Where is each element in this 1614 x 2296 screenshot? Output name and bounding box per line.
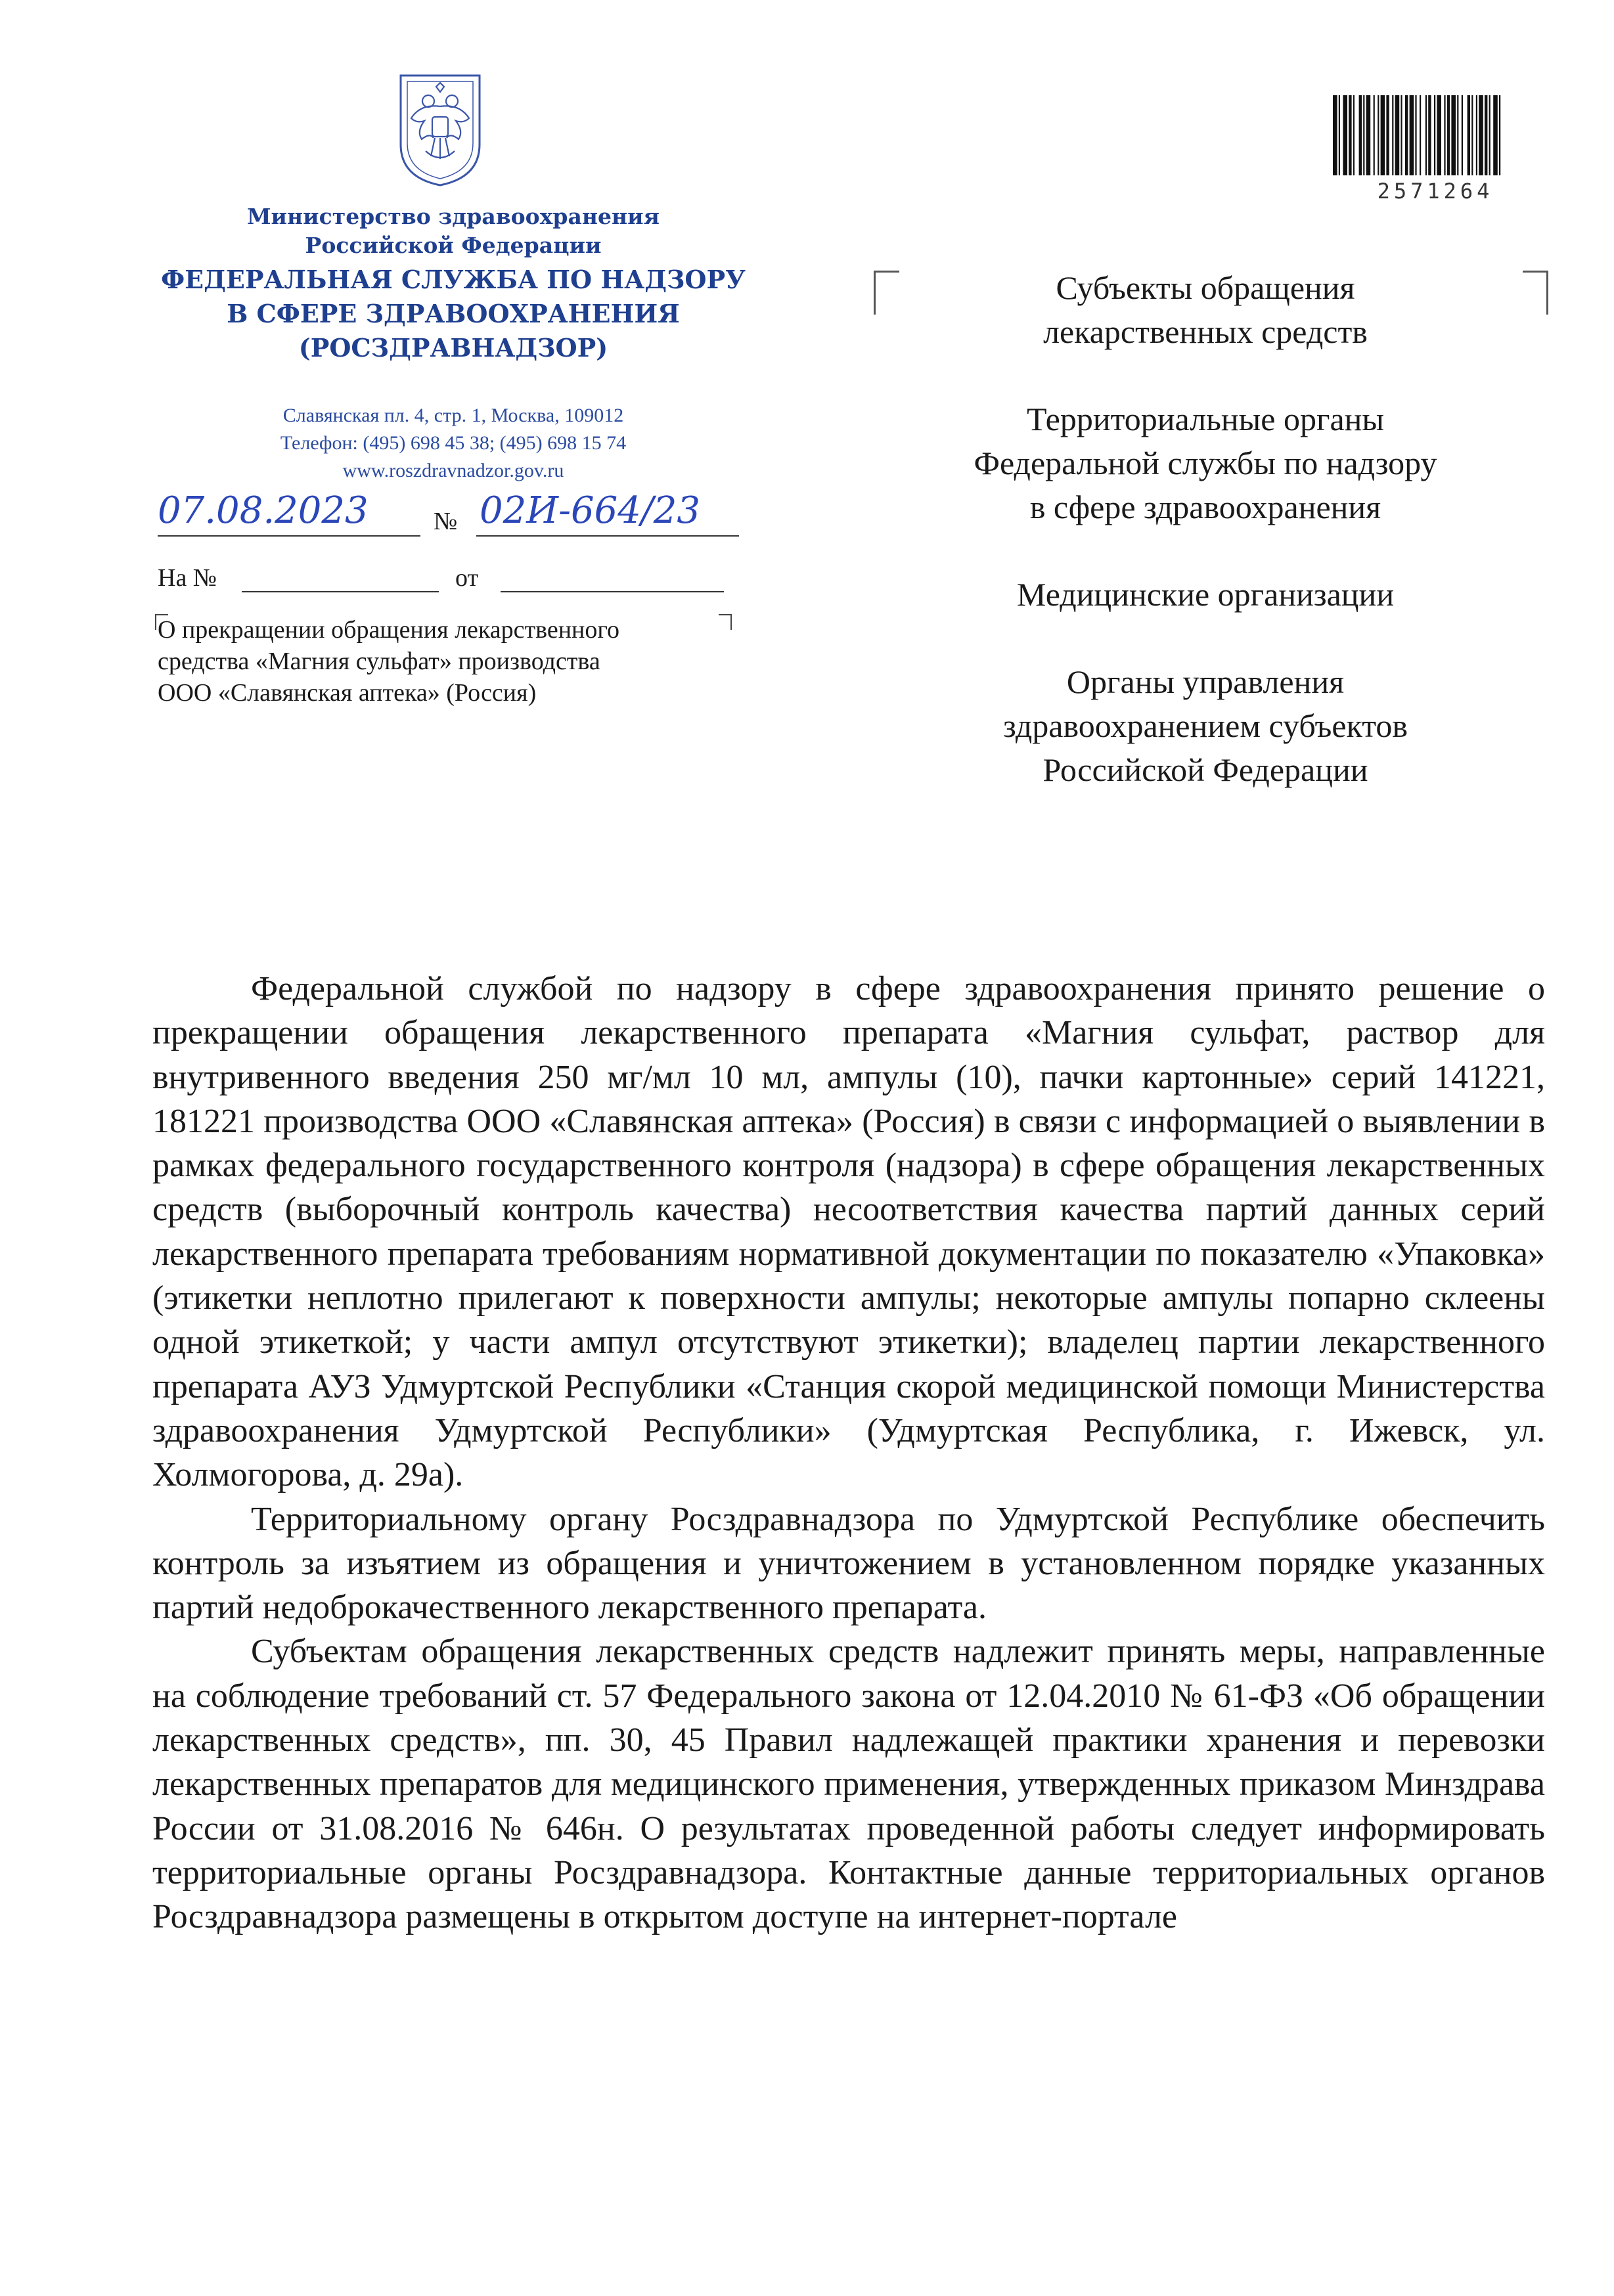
body-paragraph-1: Федеральной службой по надзору в сфере здравоохранения принято решение о прекращении обращения лекарственного препарата «Магния сульфат, раствор для внутривенного введения 250 мг/мл 10 мл, ампулы (10), пачки картонные» серий 141221, 181221 производства ООО «Славянская аптека» (Россия) в связи с информацией о выявлении в рамках федерального государственного контроля (надзора) в сфере обращения лекарственных средств (выборочный контроль качества) несоответствия качества партий данных серий лекарственного препарата требованиям нормативной документации по показателю «Упаковка» (этикетки неплотно прилегают к поверхности ампулы; некоторые ампулы попарно склеены одной этикеткой; у части ампул отсутствуют этикетки); владелец партии лекарственного препарата АУЗ Удмуртской Республики «Станция скорой медицинской помощи Министерства здравоохранения Удмуртской Республики» (Удмуртская Республика, г. Ижевск, ул. Холмогорова, д. 29а). <box>152 970 1545 1494</box>
barcode-image <box>1330 95 1540 175</box>
barcode-bar <box>1349 95 1351 175</box>
ministry-line-1: Министерство здравоохранения <box>247 204 660 229</box>
barcode-bar <box>1493 95 1498 175</box>
address-text: Славянская пл. 4, стр. 1, Москва, 109012 <box>282 405 624 426</box>
barcode-bar <box>1425 95 1427 175</box>
barcode-bar <box>1457 95 1458 175</box>
addressee-line: в сфере здравоохранения <box>1029 489 1381 525</box>
subject-line-3: ООО «Славянская аптека» (Россия) <box>158 679 537 707</box>
addressee-line: Российской Федерации <box>1042 751 1368 788</box>
reference-date-label: от <box>455 564 479 592</box>
barcode-bar <box>1471 95 1473 175</box>
barcode-bar <box>1386 95 1389 175</box>
body-paragraph-2: Территориальному органу Росздравнадзора по Удмуртской Республике обеспечить контроль за изъятием из обращения и уничтожением в установленном порядке указанных партий недоброкачественного лекарственного препарата. <box>152 1500 1545 1627</box>
addressee-line: Органы управления <box>1066 663 1345 700</box>
agency-line-1: ФЕДЕРАЛЬНАЯ СЛУЖБА ПО НАДЗОРУ <box>161 265 746 294</box>
barcode-number: 2571264 <box>1377 179 1494 204</box>
addressee-line: Медицинские организации <box>1016 576 1395 613</box>
date-underline <box>158 535 420 537</box>
barcode-bar <box>1462 95 1463 175</box>
subject-corner-left <box>155 614 168 630</box>
agency-line-2: В СФЕРЕ ЗДРАВООХРАНЕНИЯ <box>227 299 680 328</box>
addressee-group <box>874 266 1537 354</box>
subject-corner-right <box>719 614 732 630</box>
barcode-bar <box>1434 95 1435 175</box>
coat-of-arms-emblem <box>394 72 486 187</box>
barcode-bar <box>1378 95 1379 175</box>
ministry-name <box>158 202 749 260</box>
addressee-group <box>874 573 1537 617</box>
barcode-bar <box>1363 95 1364 175</box>
letter-subject <box>158 614 736 709</box>
barcode-bar <box>1451 95 1456 175</box>
reference-date-blank <box>501 591 724 592</box>
barcode-bar <box>1405 95 1408 175</box>
barcode-bar <box>1359 95 1362 175</box>
addressee-block <box>874 266 1537 835</box>
subject-line-1: О прекращении обращения лекарственного <box>158 616 620 644</box>
addressee-group <box>874 660 1537 792</box>
agency-contacts <box>158 402 749 485</box>
barcode-bar <box>1447 95 1450 175</box>
barcode-bar <box>1437 95 1441 175</box>
barcode-bar <box>1333 95 1337 175</box>
barcode-bar <box>1392 95 1393 175</box>
addressee-line: лекарственных средств <box>1043 313 1368 350</box>
body-paragraph-3: Субъектам обращения лекарственных средств надлежит принять меры, направленные на соблюдение требований ст. 57 Федерального закона от 12.04.2010 № 61-ФЗ «Об обращении лекарственных средств», пп. 30, 45 Правил надлежащей практики хранения и перевозки лекарственных препаратов для медицинского применения, утвержденных приказом Минздрава России от 31.08.2016 № 646н. О результатах проведенной работы следует информировать территориальные органы Росздравнадзора. Контактные данные территориальных органов Росздравнадзора размещены в открытом доступе на интернет-портале <box>152 1633 1545 1936</box>
barcode-bar <box>1468 95 1470 175</box>
agency-name <box>131 263 775 365</box>
subject-line-2: средства «Магния сульфат» производства <box>158 648 600 675</box>
reference-number-blank <box>242 591 439 592</box>
letter-body <box>152 967 1545 1939</box>
handwritten-number: 02И-664/23 <box>480 489 701 532</box>
barcode-bar <box>1395 95 1400 175</box>
agency-line-3: (РОСЗДРАВНАДЗОР) <box>298 333 608 363</box>
website-text: www.roszdravnadzor.gov.ru <box>342 460 564 481</box>
addressee-line: здравоохранением субъектов <box>1002 707 1408 744</box>
barcode-bar <box>1479 95 1483 175</box>
barcode-bar <box>1410 95 1414 175</box>
addressee-line: Федеральной службы по надзору <box>974 445 1437 481</box>
barcode-bar <box>1374 95 1375 175</box>
barcode-bar <box>1343 95 1347 175</box>
barcode-bar <box>1339 95 1340 175</box>
number-sign-label: № <box>434 508 458 535</box>
reference-number-label: На № <box>158 564 217 592</box>
phone-text: Телефон: (495) 698 45 38; (495) 698 15 74 <box>280 432 627 454</box>
barcode-bar <box>1420 95 1421 175</box>
barcode-bar <box>1489 95 1491 175</box>
number-underline <box>476 535 739 537</box>
barcode-bar <box>1428 95 1431 175</box>
barcode-bar <box>1381 95 1385 175</box>
barcode-bar <box>1499 95 1500 175</box>
barcode-bar <box>1353 95 1355 175</box>
addressee-line: Территориальные органы <box>1026 401 1385 437</box>
barcode-bar <box>1444 95 1445 175</box>
addressee-line: Субъекты обращения <box>1056 269 1355 306</box>
handwritten-date: 07.08.2023 <box>158 489 369 532</box>
barcode-bar <box>1366 95 1371 175</box>
addressee-group <box>874 397 1537 529</box>
barcode-bar <box>1485 95 1487 175</box>
barcode-bar <box>1476 95 1477 175</box>
barcode-bar <box>1415 95 1416 175</box>
ministry-line-2: Российской Федерации <box>305 232 602 258</box>
barcode-bar <box>1401 95 1402 175</box>
